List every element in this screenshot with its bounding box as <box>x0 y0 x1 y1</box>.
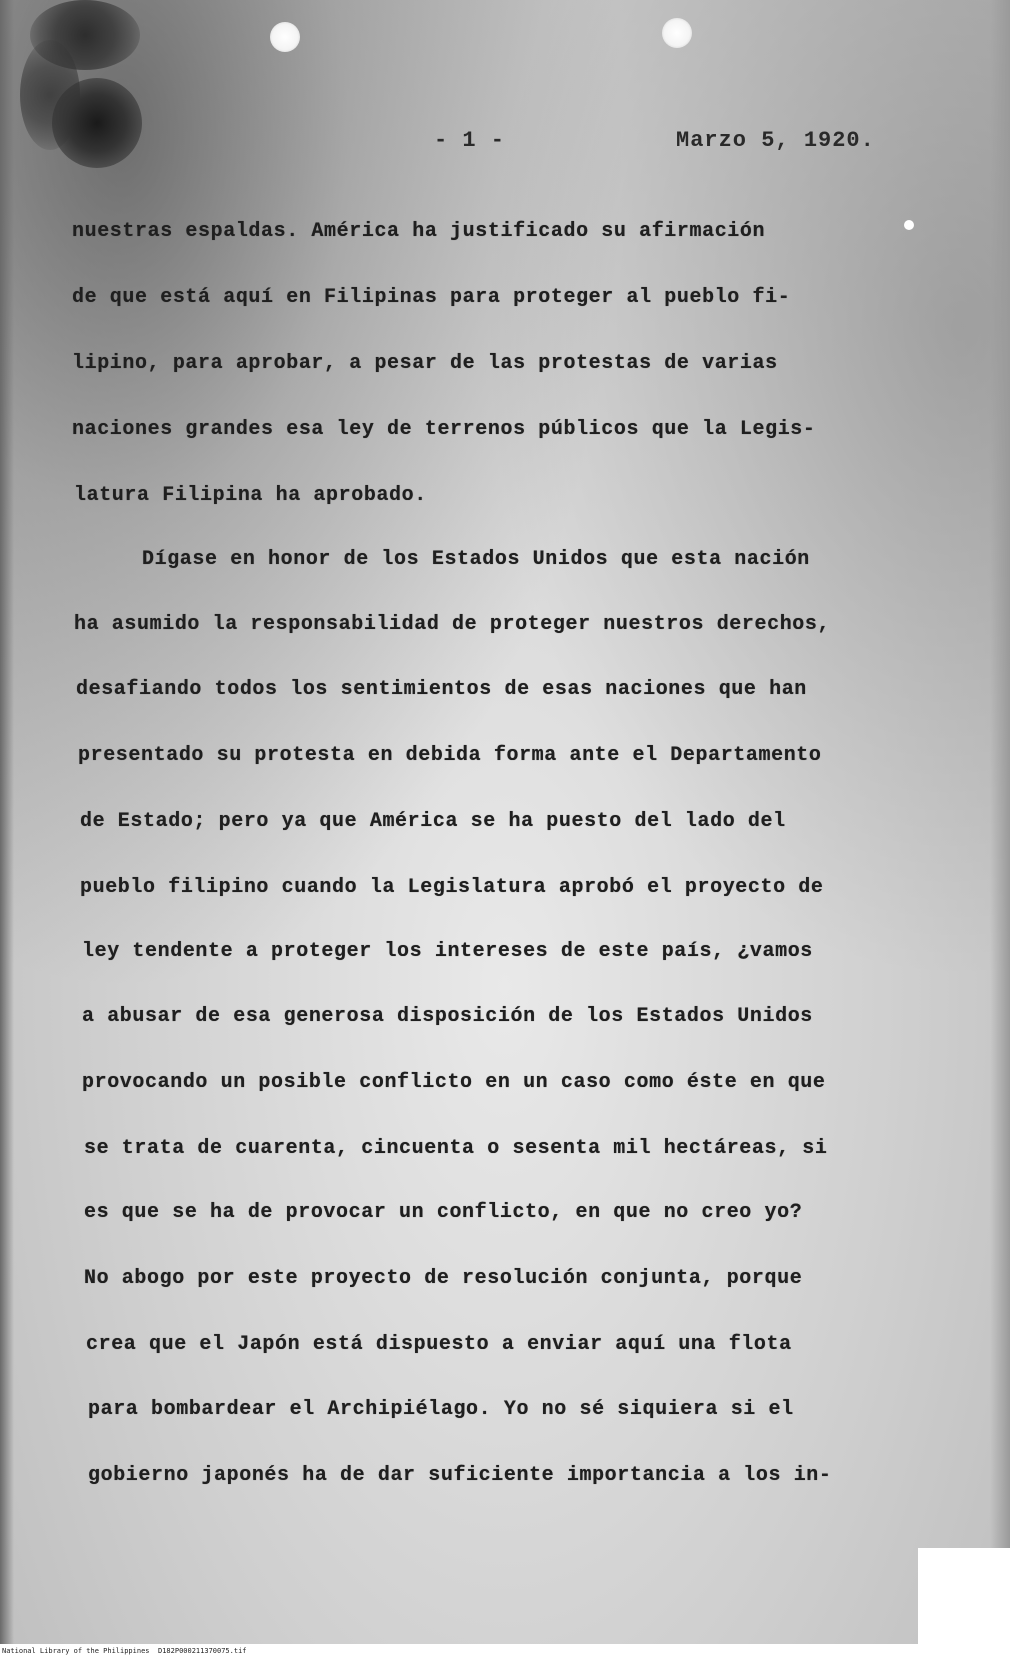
text-line: gobierno japonés ha de dar suficiente importancia a los in- <box>88 1464 832 1487</box>
text-line: desafiando todos los sentimientos de esas naciones que han <box>76 678 807 701</box>
text-line: naciones grandes esa ley de terrenos públicos que la Legis- <box>72 418 816 441</box>
text-line: No abogo por este proyecto de resolución conjunta, porque <box>84 1267 803 1290</box>
text-line: crea que el Japón está dispuesto a enviar aquí una flota <box>86 1333 792 1356</box>
text-line: provocando un posible conflicto en un caso como éste en que <box>82 1071 826 1094</box>
text-line: para bombardear el Archipiélago. Yo no sé siquiera si el <box>88 1398 794 1421</box>
text-line: nuestras espaldas. América ha justificado su afirmación <box>72 220 766 243</box>
text-line: ha asumido la responsabilidad de proteger nuestros derechos, <box>74 613 831 636</box>
text-line: es que se ha de provocar un conflicto, en que no creo yo? <box>84 1201 803 1224</box>
right-page-edge <box>990 0 1010 1644</box>
text-line: se trata de cuarenta, cincuenta o sesenta mil hectáreas, si <box>84 1137 828 1160</box>
page-date: Marzo 5, 1920. <box>676 128 875 153</box>
scan-footer <box>0 1644 1010 1658</box>
left-page-edge <box>0 0 14 1644</box>
text-line: latura Filipina ha aprobado. <box>74 484 427 507</box>
text-line: a abusar de esa generosa disposición de los Estados Unidos <box>82 1005 813 1028</box>
text-line: de que está aquí en Filipinas para proteger al pueblo fi- <box>72 286 791 309</box>
blank-corner <box>918 1548 1010 1644</box>
text-line: ley tendente a proteger los intereses de este país, ¿vamos <box>82 940 813 963</box>
paper-speck <box>904 220 914 230</box>
text-line: lipino, para aprobar, a pesar de las protestas de varias <box>72 352 778 375</box>
ink-stain <box>52 78 142 168</box>
footer-filename: D182P000211370075.tif <box>158 1647 247 1655</box>
footer-source: National Library of the Philippines <box>2 1647 150 1655</box>
text-line: Dígase en honor de los Estados Unidos que esta nación <box>142 548 810 571</box>
text-line: presentado su protesta en debida forma ante el Departamento <box>78 744 822 767</box>
text-line: de Estado; pero ya que América se ha puesto del lado del <box>80 810 786 833</box>
punch-hole <box>270 22 300 52</box>
page-number: - 1 - <box>434 128 506 153</box>
text-line: pueblo filipino cuando la Legislatura aprobó el proyecto de <box>80 876 824 899</box>
punch-hole <box>662 18 692 48</box>
